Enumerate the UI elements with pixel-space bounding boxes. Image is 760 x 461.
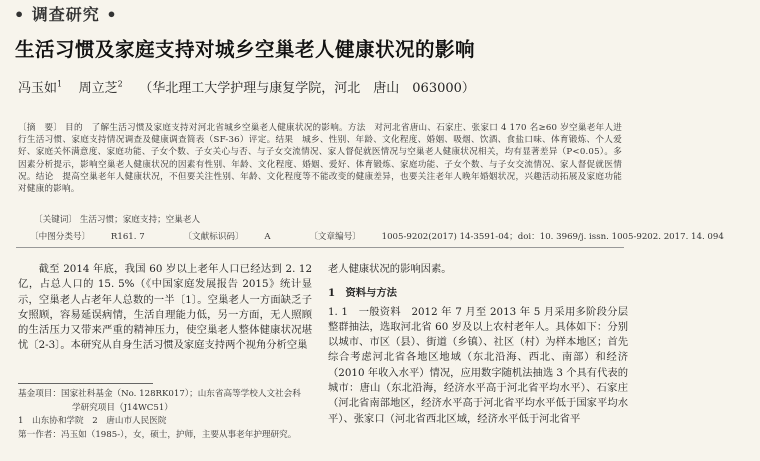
author-bio: 第一作者：冯玉如（1985-），女，硕士，护师，主要从事老年护理研究。 bbox=[18, 429, 297, 440]
abstract-label: 〔摘 要〕 bbox=[18, 123, 63, 133]
clc-value: R161. 7 bbox=[110, 232, 145, 242]
fund-line-1: 基金项目：国家社科基金（No. 128RK017）；山东省高等学校人文社会科 bbox=[18, 389, 301, 399]
footnote-divider bbox=[18, 383, 153, 384]
classification-line bbox=[30, 230, 724, 242]
keywords-label: 〔关键词〕 bbox=[34, 215, 77, 225]
section-heading: 1 资料与方法 bbox=[328, 287, 397, 300]
keywords bbox=[34, 213, 624, 225]
author-sup-1: 1 bbox=[57, 79, 63, 89]
divider bbox=[16, 247, 624, 248]
keywords-text: 生活习惯；家庭支持；空巢老人 bbox=[79, 215, 201, 225]
doc-code-value: A bbox=[264, 232, 271, 242]
author-name-2: 周立芝 bbox=[78, 81, 118, 96]
fund-line-2: 学研究项目（J14WC51） bbox=[72, 402, 173, 413]
article-number-label: 〔文章编号〕 bbox=[309, 232, 361, 242]
author-affiliation: （华北理工大学护理与康复学院，河北 唐山 063000） bbox=[139, 81, 475, 96]
author-line bbox=[18, 77, 628, 96]
intro-paragraph: 截至 2014 年底，我国 60 岁以上老年人口已经达到 2. 12 亿，占总人口的 15. 5%（《中国家庭发展报告 2015》统计显示，空巢老人占老年人总数的一半〔1〕。空巢老人一方面缺乏子女照顾，容易延误病情，生活自理能力低，另一方面，无人照顾的生活压力又带来严重的精神压力，使空巢老人整体健康状况堪忧〔2-3〕。本研究从自身生活习惯及家庭支持两个视角分析空巢 bbox=[18, 263, 312, 352]
abstract bbox=[18, 122, 622, 195]
body-right-column bbox=[328, 262, 628, 427]
subsection-paragraph: 1. 1 一般资料 2012 年 7 月至 2013 年 5 月采用多阶段分层整群抽法，选取河北省 60 岁及以上农村老年人。具体如下：分别以城市、市区（县）、街道（乡镇）、社区（村）为样本地区；首先综合考虑河北省各地区地域（东北沿海、西北、南部）和经济（2010 年收入水平）情况，应用数字随机法抽选 3 个具有代表的城市：唐山（东北沿海，经济水平高于河北省平均水平）、石家庄（河北省南部地区，经济水平高于河北省平均水平低于国家平均水平）、张家口（河北省西北区域，经济水平低于河北省平 bbox=[328, 305, 628, 425]
body-left-column bbox=[18, 262, 312, 354]
footnotes bbox=[18, 388, 314, 442]
affiliation-footnote: 1 山东协和学院 2 唐山市人民医院 bbox=[18, 416, 167, 427]
author-name-1: 冯玉如 bbox=[18, 81, 58, 96]
section-tag: • 调查研究 • bbox=[14, 5, 118, 24]
intro-continuation: 老人健康状况的影响因素。 bbox=[328, 263, 452, 275]
clc-label: 〔中图分类号〕 bbox=[30, 232, 91, 242]
article-title: 生活习惯及家庭支持对城乡空巢老人健康状况的影响 bbox=[15, 38, 476, 61]
doc-code-label: 〔文献标识码〕 bbox=[183, 232, 244, 242]
author-sup-2: 2 bbox=[117, 79, 123, 89]
article-number-value: 1005-9202(2017) 14-3591-04；doi：10. 3969/j. issn. 1005-9202. 2017. 14. 094 bbox=[381, 232, 724, 242]
abstract-text: 目的 了解生活习惯及家庭支持对河北省城乡空巢老人健康状况的影响。方法 对河北省唐山、石家庄、张家口 4 170 名≥60 岁空巢老年人进行生活习惯、家庭支持情况调查及健康调查简表（SF-36）评定。结果 城乡、性别、年龄、文化程度、婚姻、吸烟、饮酒、食盐口味、体育锻炼、个人爱好、家庭关怀满意度、家庭功能、子女个数、子女关心与否、与子女交流情况、家人督促就医情况与空巢老人健康状况相关，均有显著差异（P<0.05）。多因素分析提示，影响空巢老人健康状况的因素有性别、年龄、文化程度、婚姻、爱好、体育锻炼、家庭功能、子女个数、与子女交流情况、家人督促就医情况。结论 提高空巢老年人健康状况，不但要关注性别、年龄、文化程度等不能改变的健康差异，也要关注老年人晚年婚姻状况，兴趣活动拓展及家庭功能对健康的影响。 bbox=[18, 123, 622, 195]
